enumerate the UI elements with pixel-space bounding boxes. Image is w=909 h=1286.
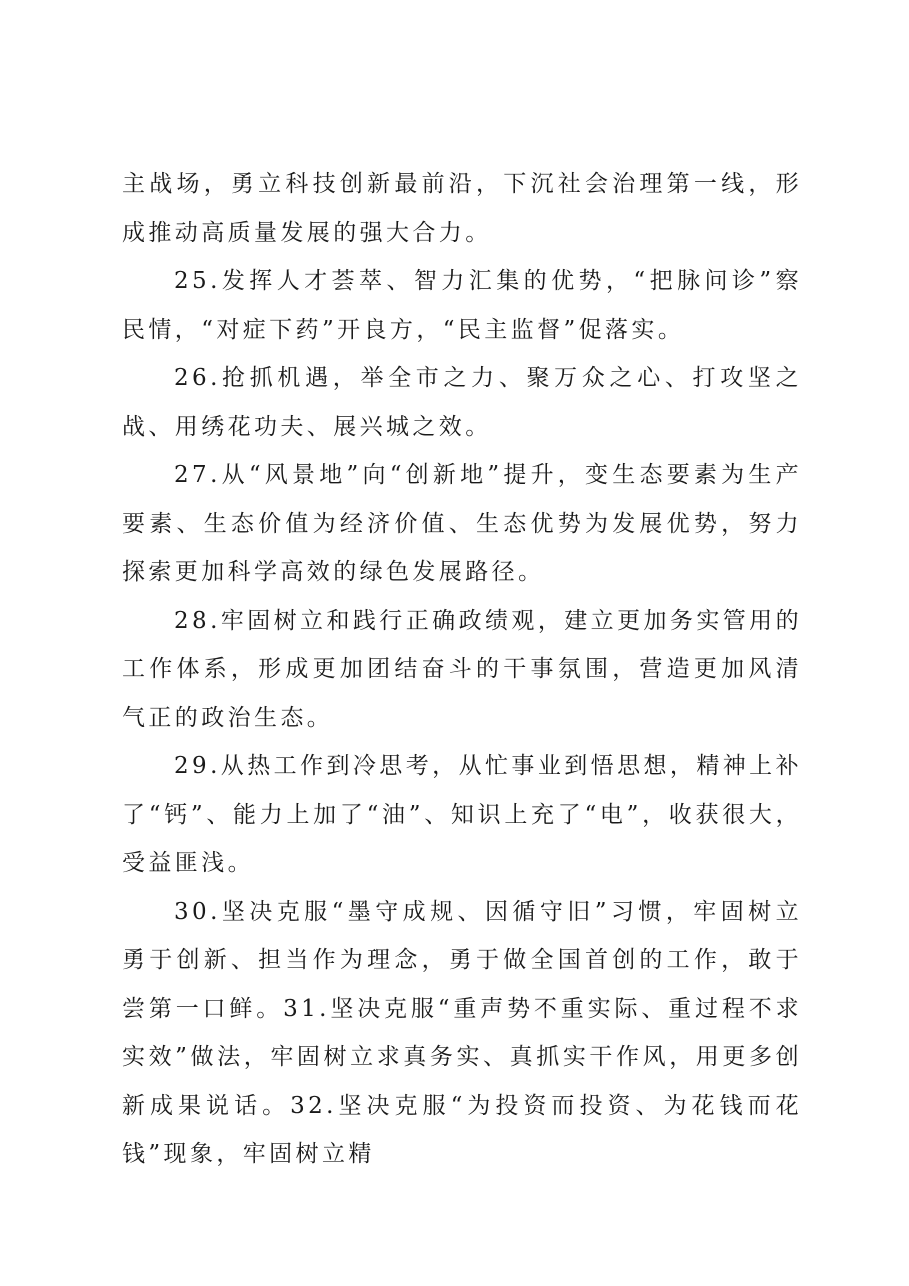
paragraph-29: 29.从热工作到冷思考，从忙事业到悟思想，精神上补了“钙”、能力上加了“油”、知识上充了“电”，收获很大，受益匪浅。 [122,753,802,876]
paragraph-30-32: 30.坚决克服“墨守成规、因循守旧”习惯，牢固树立勇于创新、担当作为理念，勇于做全国首创的工作，敢于尝第一口鲜。31.坚决克服“重声势不重实际、重过程不求实效”做法，牢固树立求真务实、真抓实干作风，用更多创新成果说话。32.坚决克服“为投资而投资、为花钱而花钱”现象，牢固树立精 [122,898,802,1167]
paragraph-27: 27.从“风景地”向“创新地”提升，变生态要素为生产要素、生态价值为经济价值、生态优势为发展优势，努力探索更加科学高效的绿色发展路径。 [122,462,802,585]
paragraph-25: 25.发挥人才荟萃、智力汇集的优势，“把脉问诊”察民情，“对症下药”开良方，“民主监督”促落实。 [122,268,802,343]
paragraph-26: 26.抢抓机遇，举全市之力、聚万众之心、打攻坚之战、用绣花功夫、展兴城之效。 [122,365,802,440]
body-text [122,160,802,1179]
paragraph-28: 28.牢固树立和践行正确政绩观，建立更加务实管用的工作体系，形成更加团结奋斗的干事氛围，营造更加风清气正的政治生态。 [122,607,802,731]
paragraph-continuation: 主战场，勇立科技创新最前沿，下沉社会治理第一线，形成推动高质量发展的强大合力。 [122,171,802,246]
